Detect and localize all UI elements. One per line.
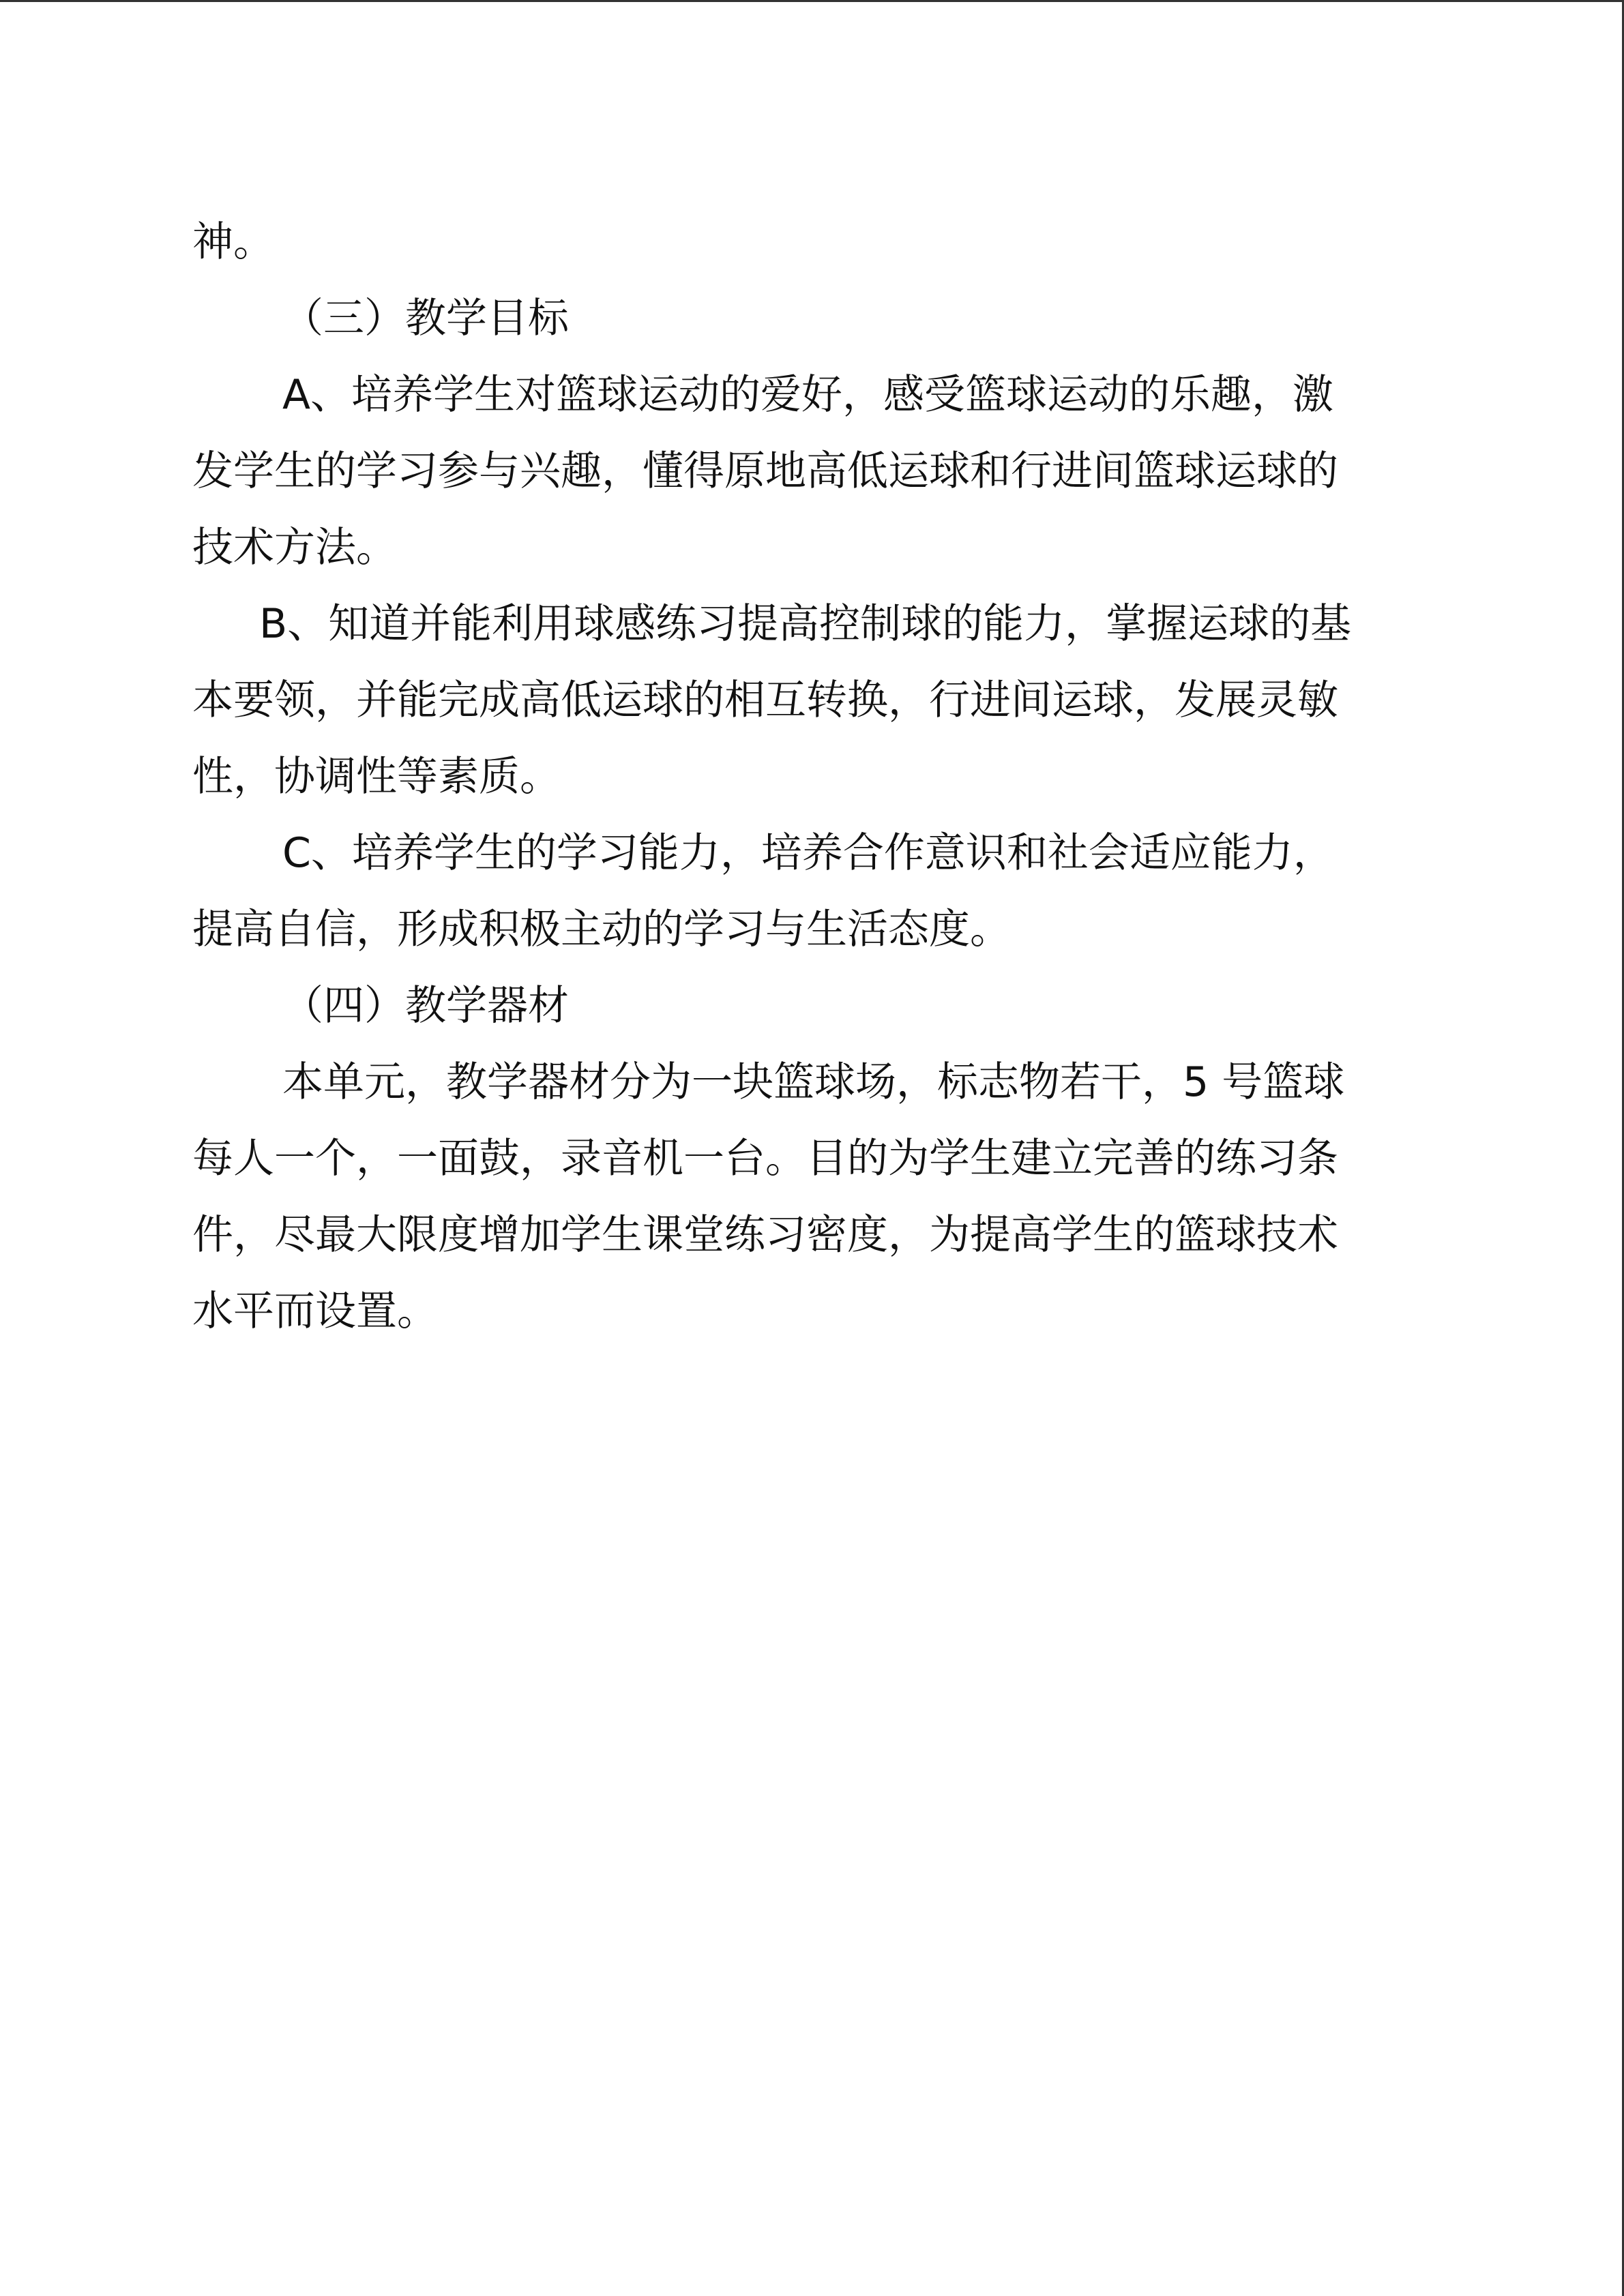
text-line-goal-c: 提高自信，形成积极主动的学习与生活态度。: [192, 906, 1011, 953]
text-line-goal-c: C、培养学生的学习能力，培养合作意识和社会适应能力，: [282, 829, 1334, 877]
text-line-goal-b: 性，协调性等素质。: [192, 753, 561, 801]
text-line-goal-a: A、培养学生对篮球运动的爱好，感受篮球运动的乐趣，激: [282, 371, 1334, 419]
text-line-equipment: 件，尽最大限度增加学生课堂练习密度，为提高学生的篮球技术: [192, 1211, 1338, 1259]
text-line-goal-a: 发学生的学习参与兴趣，懂得原地高低运球和行进间篮球运球的: [192, 447, 1338, 495]
text-line-equipment: 每人一个，一面鼓，录音机一台。目的为学生建立完善的练习条: [192, 1135, 1338, 1182]
text-line-goal-b: B、知道并能利用球感练习提高控制球的能力，掌握运球的基: [259, 600, 1352, 648]
text-line-equipment: 本单元，教学器材分为一块篮球场，标志物若干，5 号篮球: [282, 1058, 1345, 1106]
section-heading-teaching-goals: （三）教学目标: [282, 295, 569, 342]
text-line-goal-a: 技术方法。: [192, 524, 397, 571]
text-line-continuation: 神。: [192, 218, 274, 266]
text-line-equipment: 水平而设置。: [192, 1287, 438, 1335]
section-heading-teaching-equipment: （四）教学器材: [282, 982, 569, 1030]
text-line-goal-b: 本要领，并能完成高低运球的相互转换，行进间运球，发展灵敏: [192, 676, 1338, 724]
document-body: [192, 204, 1422, 1350]
